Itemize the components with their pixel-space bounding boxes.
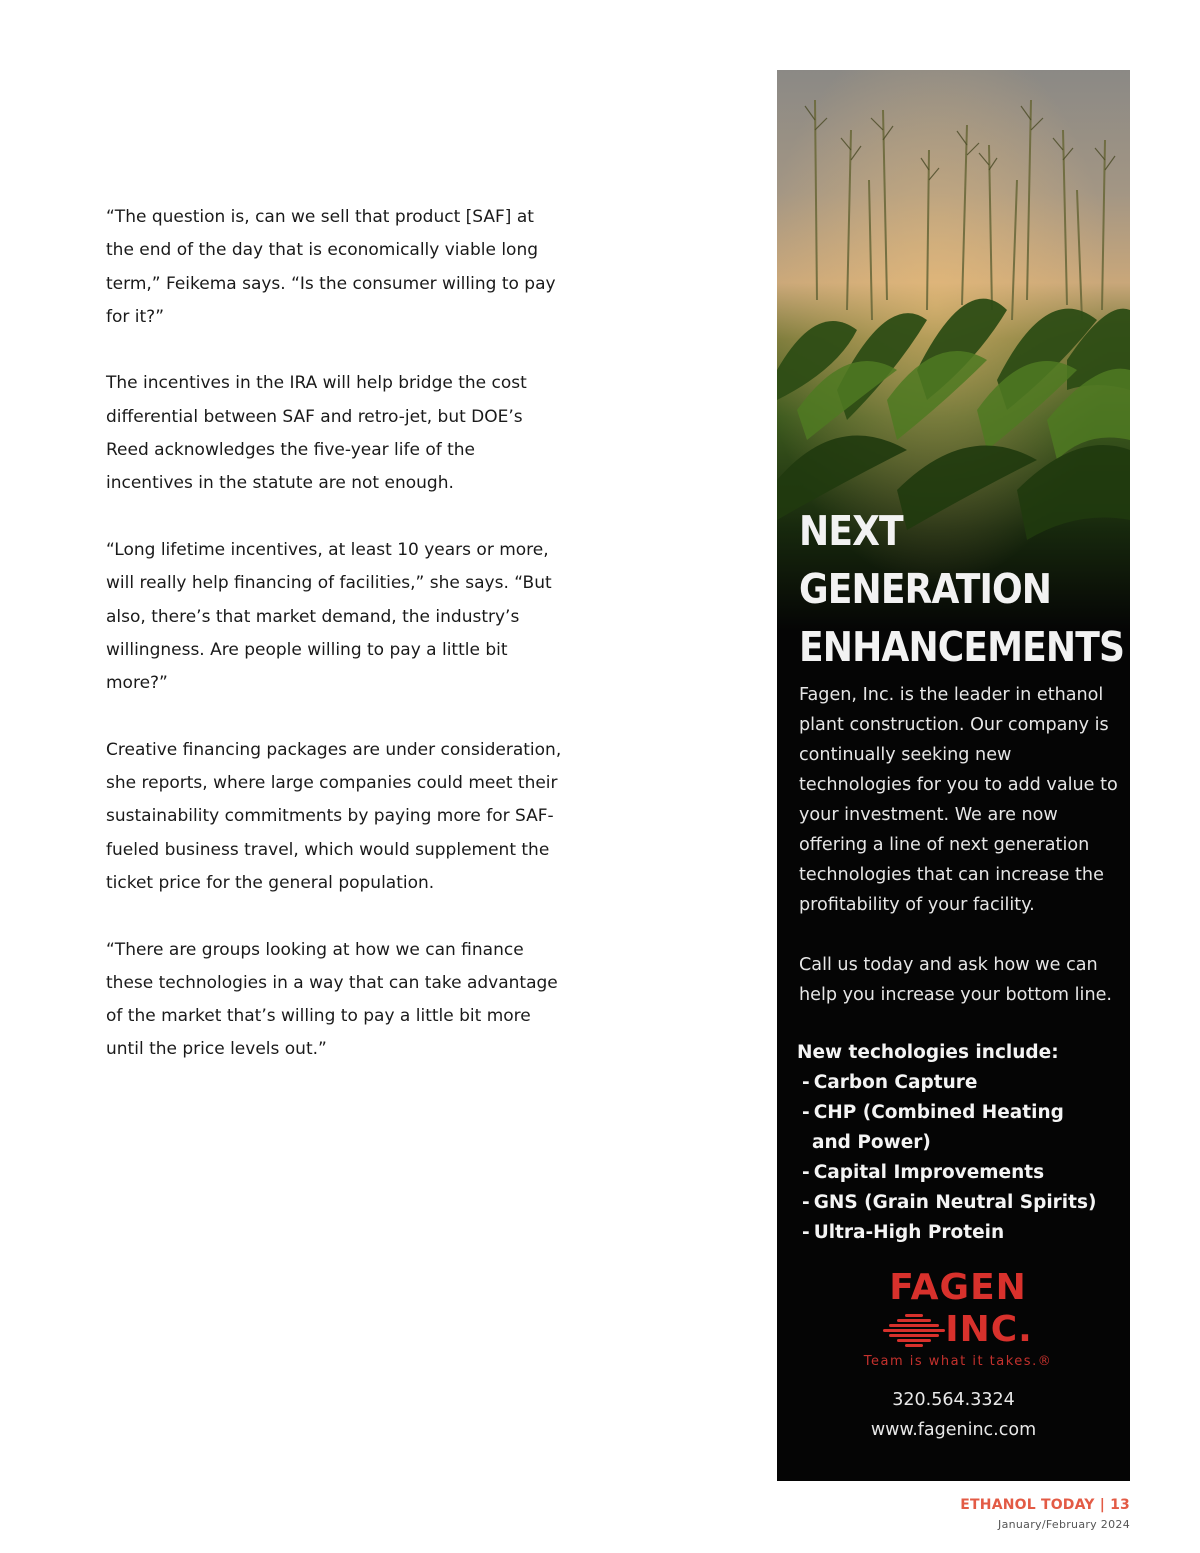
ad-headline: [799, 502, 1125, 676]
article-paragraph: “There are groups looking at how we can finance these technologies in a way that can take advantage of the market that’s willing to pay a little bit more until the price levels out.”: [106, 939, 558, 1060]
headline-line: ENHANCEMENTS: [799, 623, 1125, 671]
article-body: [106, 201, 566, 1100]
ad-paragraph: Call us today and ask how we can help you increase your bottom line.: [799, 955, 1113, 1005]
technologies-heading: New techologies include:: [797, 1042, 1059, 1063]
fagen-advertisement[interactable]: [777, 70, 1130, 1481]
ad-paragraph: Fagen, Inc. is the leader in ethanol plant construction. Our company is continually seeking new technologies for you to add value to your investment. We are now offering a line of next generation technologies that can increase the profitability of your facility.: [799, 685, 1118, 915]
article-paragraph: Creative financing packages are under consideration, she reports, where large companies could meet their sustainability commitments by paying more for SAF-fueled business travel, which would supplement the ticket price for the general population.: [106, 739, 562, 893]
list-item: - Carbon Capture: [802, 1072, 978, 1093]
headline-line: GENERATION: [799, 565, 1052, 613]
logo-tagline: Team is what it takes.®: [863, 1354, 1053, 1369]
article-paragraph: “The question is, can we sell that product [SAF] at the end of the day that is economically viable long term,” Feikema says. “Is the consumer willing to pay for it?”: [106, 207, 556, 327]
headline-line: NEXT: [799, 507, 903, 555]
article-paragraph: “Long lifetime incentives, at least 10 years or more, will really help financing of facilities,” she says. “But also, there’s that market demand, the industry’s willingness. Are people willing to pay a little bit more?”: [106, 539, 552, 694]
ad-body-copy: [799, 680, 1119, 1040]
issue-date: January/February 2024: [998, 1518, 1130, 1531]
list-item: - Capital Improvements: [802, 1162, 1045, 1183]
publication-page-label: ETHANOL TODAY | 13: [960, 1497, 1130, 1513]
list-item: - CHP (Combined Heating and Power): [802, 1102, 1064, 1153]
fagen-logo[interactable]: [863, 1268, 1053, 1369]
logo-inc-row: [863, 1308, 1053, 1352]
list-item: - GNS (Grain Neutral Spirits): [802, 1192, 1097, 1213]
logo-inc-text: INC.: [945, 1309, 1033, 1350]
globe-stripes-icon: [883, 1312, 945, 1348]
article-paragraph: The incentives in the IRA will help bridge the cost differential between SAF and retro-jet, but DOE’s Reed acknowledges the five-year life of the incentives in the statute are not enough.: [106, 373, 527, 494]
website-link[interactable]: www.fageninc.com: [870, 1420, 1037, 1440]
technologies-list: [797, 1068, 1117, 1248]
phone-number[interactable]: 320.564.3324: [892, 1390, 1015, 1410]
technologies-list-block: [797, 1038, 1117, 1248]
list-item: - Ultra-High Protein: [802, 1222, 1005, 1243]
logo-wordmark: FAGEN: [889, 1267, 1027, 1308]
